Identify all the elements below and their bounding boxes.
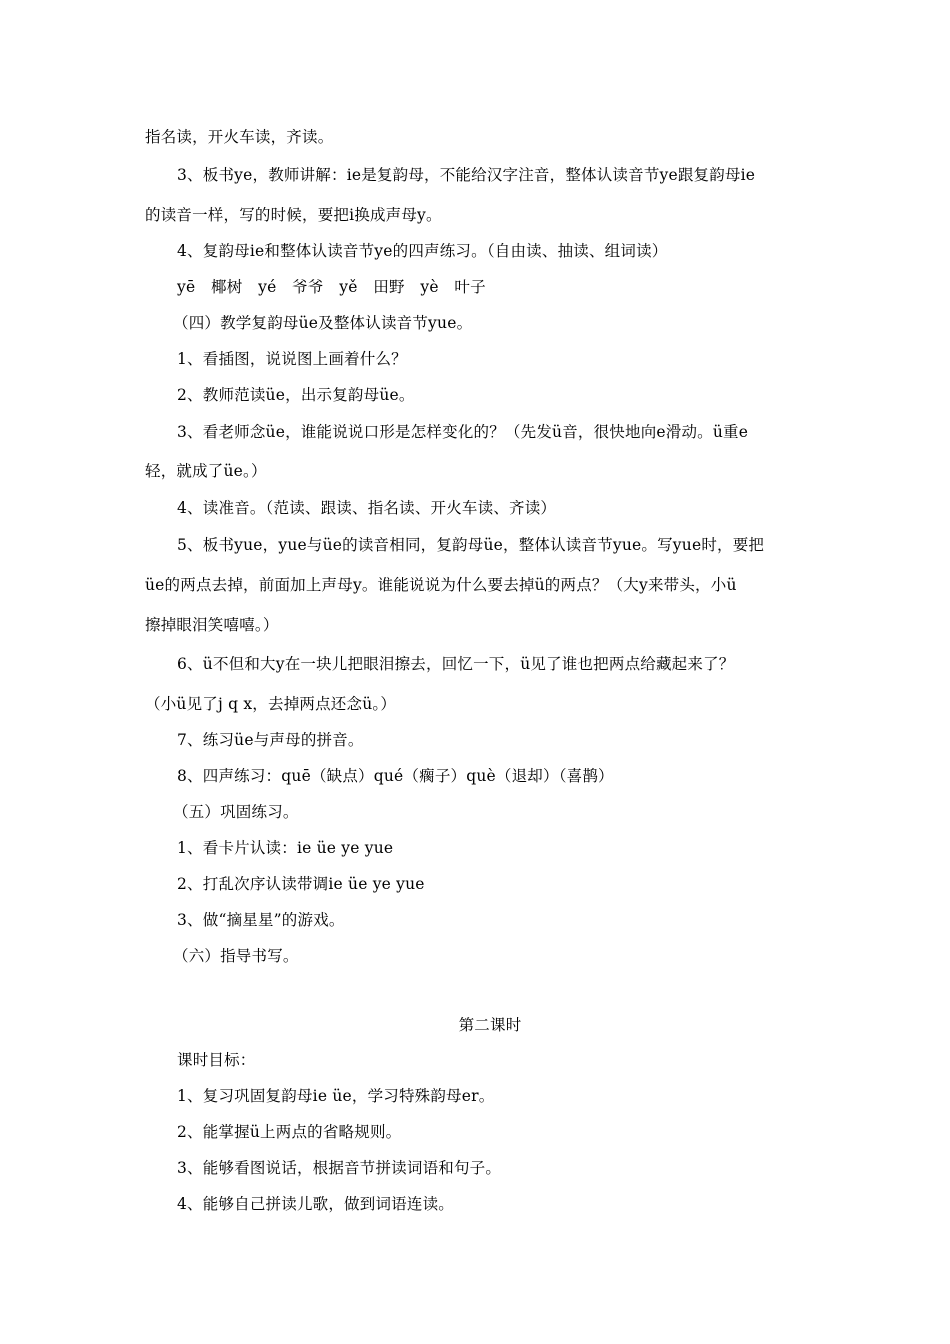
section-heading: （五）巩固练习。 bbox=[173, 803, 299, 821]
text-line: 指名读，开火车读，齐读。 bbox=[145, 128, 334, 146]
text-line: 课时目标： bbox=[177, 1051, 256, 1069]
text-line: 的读音一样，写的时候，要把i换成声母y。 bbox=[145, 206, 442, 224]
section-heading: （四）教学复韵母üe及整体认读音节yue。 bbox=[173, 314, 473, 332]
text-line: 4、能够自己拼读儿歌，做到词语连读。 bbox=[177, 1195, 454, 1213]
text-line: 2、能掌握ü上两点的省略规则。 bbox=[177, 1123, 402, 1141]
text-line: 轻，就成了üe。） bbox=[145, 462, 267, 480]
text-line: 擦掉眼泪笑嘻嘻。） bbox=[145, 616, 279, 634]
text-line: 3、做“摘星星”的游戏。 bbox=[177, 911, 345, 929]
text-line: （小ü见了j q x，去掉两点还念ü。） bbox=[145, 695, 397, 713]
text-line: 2、打乱次序认读带调ie üe ye yue bbox=[177, 875, 425, 893]
text-line: 6、ü不但和大y在一块儿把眼泪擦去，回忆一下，ü见了谁也把两点给藏起来了？ bbox=[177, 655, 735, 673]
text-line: 7、练习üe与声母的拼音。 bbox=[177, 731, 364, 749]
text-line: 3、看老师念üe，谁能说说口形是怎样变化的？（先发ü音，很快地向e滑动。ü重e bbox=[177, 423, 749, 441]
text-line: yē 椰树 yé 爷爷 yě 田野 yè 叶子 bbox=[177, 278, 486, 296]
text-line: 4、复韵母ie和整体认读音节ye的四声练习。（自由读、抽读、组词读） bbox=[177, 242, 668, 260]
text-line: 1、看插图，说说图上画着什么？ bbox=[177, 350, 407, 368]
text-line: 5、板书yue，yue与üe的读音相同，复韵母üe，整体认读音节yue。写yue时，要把 bbox=[177, 536, 765, 554]
text-line: 2、教师范读üe，出示复韵母üe。 bbox=[177, 386, 415, 404]
text-line: 3、能够看图说话，根据音节拼读词语和句子。 bbox=[177, 1159, 502, 1177]
text-line: 1、看卡片认读：ie üe ye yue bbox=[177, 839, 394, 857]
text-line: 4、读准音。（范读、跟读、指名读、开火车读、齐读） bbox=[177, 499, 557, 517]
text-line: 1、复习巩固复韵母ie üe，学习特殊韵母er。 bbox=[177, 1087, 495, 1105]
lesson-title: 第二课时 bbox=[458, 1016, 522, 1034]
text-line: 3、板书ye，教师讲解：ie是复韵母，不能给汉字注音，整体认读音节ye跟复韵母ie bbox=[177, 166, 756, 184]
text-line: üe的两点去掉，前面加上声母y。谁能说说为什么要去掉ü的两点？（大y来带头，小ü bbox=[145, 576, 737, 594]
text-line: 8、四声练习：quē（缺点）qué（瘸子）què（退却）（喜鹊） bbox=[177, 767, 614, 785]
section-heading: （六）指导书写。 bbox=[173, 947, 299, 965]
